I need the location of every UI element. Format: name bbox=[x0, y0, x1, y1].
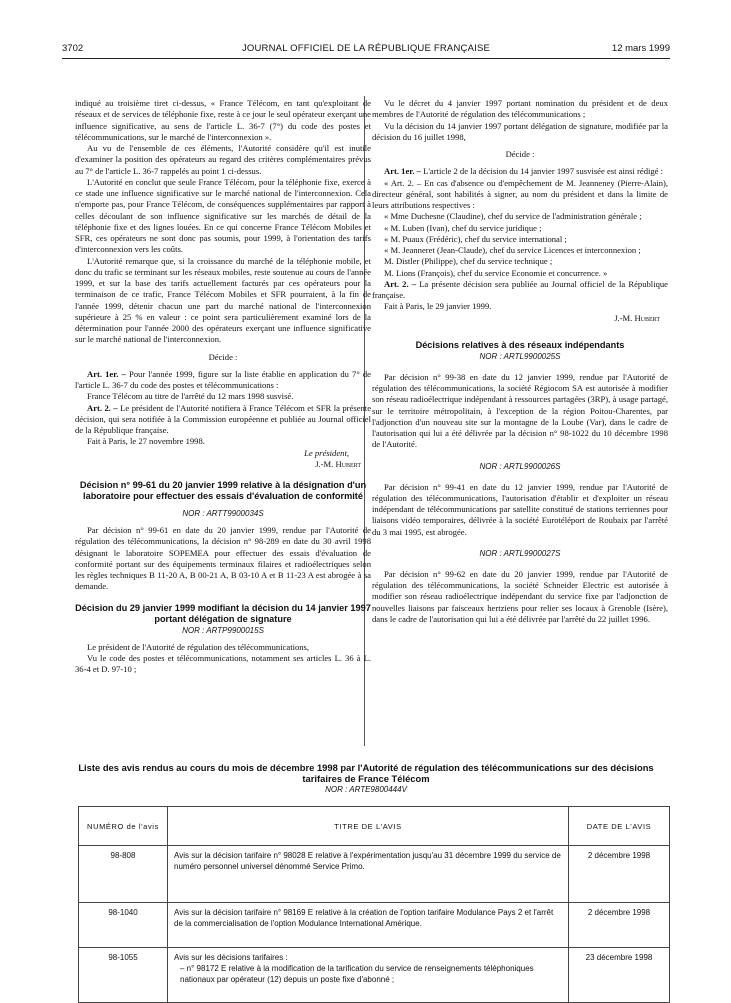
decision-title: Décision n° 99-61 du 20 janvier 1999 relative à la désignation d'un laboratoire pour effectuer des essais d'évaluation de conformité bbox=[79, 480, 367, 501]
signatory-name: J.-M. Hubert bbox=[315, 458, 361, 469]
nor-reference: NOR : ARTT9900034S bbox=[182, 509, 264, 518]
avis-title: Avis sur la décision tarifaire n° 98169 E relative à la création de l'option tarifaire Modulance Pays 2 et l'arrêt de la commercialisation de l'option Modulance International Amérique. bbox=[168, 903, 569, 948]
avis-title: Avis sur les décisions tarifaires : bbox=[174, 953, 288, 962]
article-text: La présente décision sera publiée au Journal officiel de la République française. bbox=[372, 278, 668, 300]
list-item: M. Distler (Philippe), chef du service technique ; bbox=[384, 256, 553, 267]
list-item: « Mme Duchesne (Claudine), chef du service de l'administration générale ; bbox=[384, 211, 642, 222]
list-item: « M. Puaux (Frédéric), chef du service international ; bbox=[384, 233, 567, 244]
nor-reference: NOR : ARTL9900027S bbox=[479, 548, 561, 558]
article-1 bbox=[75, 369, 371, 392]
paragraph: Par décision n° 99-38 en date du 12 janvier 1999, rendue par l'Autorité de régulation des télécommunications, la société Régiocom SA est autorisée à modifier son réseau radioélectrique indépendant à ressources partagées (3RP), à usage partagé, sur le territoire métropolitain, à l'exception de la région Poitou-Charentes, par l'adjonction d'un nouveau site sur la montagne de la Loube (Var), dans le cadre de l'autorisation qui lui a été délivrée par la décision n° 98-1022 du 10 décembre 1998 de l'Autorité. bbox=[372, 371, 668, 450]
header-rule bbox=[62, 58, 670, 59]
paragraph: Par décision n° 99-62 en date du 20 janvier 1999, rendue par l'Autorité de régulation des télécommunications, la société Schneider Electric est autorisée à modifier son réseau radioélectrique indépendant du service fixe par l'adjonction de nouvelles liaisons par faisceaux hertziens pour relier ses locaux à Grenoble (Isère), dans le cadre de l'autorisation qui lui a été délivrée par l'arrêté du 22 juillet 1996. bbox=[372, 568, 668, 624]
issue-date: 12 mars 1999 bbox=[611, 43, 670, 54]
signed-place-date: Fait à Paris, le 29 janvier 1999. bbox=[384, 301, 492, 312]
right-column bbox=[372, 98, 668, 625]
paragraph: Vu la décision du 14 janvier 1997 portant délégation de signature, modifiée par la décision du 16 juillet 1998, bbox=[372, 120, 668, 142]
article-label: Art. 2. – bbox=[87, 402, 118, 413]
journal-title: JOURNAL OFFICIEL DE LA RÉPUBLIQUE FRANÇAISE bbox=[241, 43, 491, 54]
paragraph: L'Autorité remarque que, si la croissance du marché de la téléphonie mobile, et donc du trafic se terminant sur les réseaux mobiles, reste soutenue au cours de l'année 1999, et sur la base des tarifs actuellement facturés par ces opérateurs pour la terminaison de ce trafic, France Télécom Mobiles et SFR pourraient, à la fin de l'année 1999, détenir chacun une part du marché national de l'interconnexion supérieure à 25 % en valeur : ce point sera particulièrement examiné lors de la détermination pour l'année 2000 des opérateurs exerçant une influence significative sur le marché national de l'interconnexion. bbox=[75, 255, 371, 345]
section-title: Décisions relatives à des réseaux indépendants bbox=[415, 339, 625, 350]
quoted-article: « Art. 2. – En cas d'absence ou d'empêchement de M. Jeanneney (Pierre-Alain), directeur général, sont habilités à signer, au nom du président et dans la limite de leurs attributions respectives : bbox=[372, 177, 668, 210]
table-row bbox=[79, 903, 670, 948]
paragraph: Le président de l'Autorité de régulation des télécommunications, bbox=[87, 641, 310, 652]
paragraph: Vu le décret du 4 janvier 1997 portant nomination du président et de deux membres de l'Autorité de régulation des télécommunications ; bbox=[372, 98, 668, 120]
table-row bbox=[79, 948, 670, 1003]
article-item: France Télécom au titre de l'arrêté du 12 mars 1998 susvisé. bbox=[87, 391, 294, 402]
column-header-date: DATE DE L'AVIS bbox=[569, 807, 670, 846]
decision-title: Décision du 29 janvier 1999 modifiant la décision du 14 janvier 1997 portant délégation de signature bbox=[75, 602, 371, 624]
table-header-row bbox=[79, 807, 670, 846]
paragraph: Par décision n° 99-61 en date du 20 janvier 1999, rendue par l'Autorité de régulation des télécommunications, la décision n° 98-289 en date du 30 avril 1998 désignant le laboratoire SOPEMEA pour effectuer des essais d'évaluation de conformité portant sur des équipements terminaux filaires et radioélectriques selon les règles techniques B 11-20 A, B 00-21 A, B 03-10 A et B 11-23 A est abrogée à sa demande. bbox=[75, 525, 371, 592]
signed-place-date: Fait à Paris, le 27 novembre 1998. bbox=[87, 436, 205, 447]
article-text: Pour l'année 1999, figure sur la liste établie en application du 7° de l'article L. 36-7 du code des postes et télécommunications : bbox=[75, 368, 371, 390]
avis-table bbox=[78, 806, 670, 1003]
article-label: Art. 1er. – bbox=[87, 368, 126, 379]
nor-reference: NOR : ARTP9900015S bbox=[182, 625, 264, 635]
table-title: Liste des avis rendus au cours du mois de décembre 1998 par l'Autorité de régulation des télécommunications sur des décisions tarifaires de France Télécom bbox=[78, 762, 654, 784]
avis-date: 2 décembre 1998 bbox=[569, 903, 670, 948]
page-header bbox=[62, 43, 670, 57]
article-text: L'article 2 de la décision du 14 janvier 1997 susvisée est ainsi rédigé : bbox=[423, 166, 664, 177]
article-2 bbox=[372, 279, 668, 302]
list-item: « M. Luben (Ivan), chef du service juridique ; bbox=[384, 222, 542, 233]
article-2 bbox=[75, 403, 371, 437]
column-header-number: NUMÉRO de l'avis bbox=[79, 807, 168, 846]
avis-date: 23 décembre 1998 bbox=[569, 948, 670, 1003]
avis-number: 98-808 bbox=[79, 846, 168, 903]
avis-title-cell bbox=[168, 948, 569, 1003]
column-header-title: TITRE DE L'AVIS bbox=[168, 807, 569, 846]
paragraph: indiqué au troisième tiret ci-dessus, « France Télécom, en tant qu'exploitant de réseaux et de services de téléphonie fixe, reste à ce jour le seul opérateur exerçant une influence significative, au sens de l'article L. 36-7 (7°) du code des postes et télécommunications, sur le marché de l'interconnexion ». bbox=[75, 98, 371, 142]
avis-date: 2 décembre 1998 bbox=[569, 846, 670, 903]
left-column bbox=[75, 98, 371, 675]
table-section-title bbox=[62, 762, 670, 795]
paragraph: L'Autorité en conclut que seule France Télécom, pour la téléphonie fixe, exerce à ce stade une influence significative sur le marché national de l'interconnexion. Cela n'emporte pas, pour France Télécom, de conséquences supplémentaires par rapport à celles découlant de son influence significative sur les marchés de détail de la téléphonie fixe et des lignes louées. En ce qui concerne France Télécom Mobiles et SFR, ces opérateurs ne sont donc pas soumis, pour 1999, à l'orientation des tarifs d'interconnexion vers les coûts. bbox=[75, 176, 371, 255]
nor-reference: NOR : ARTL9900025S bbox=[479, 351, 561, 361]
paragraph: Par décision n° 99-41 en date du 12 janvier 1999, rendue par l'Autorité de régulation des télécommunications, l'autorisation d'établir et d'exploiter un réseau indépendant de télécommunications par satellite constitué de stations terriennes pour liaisons vidéo temporaires, délivrée à la société Eurotéléport de Roubaix par l'arrêté du 3 mai 1995, est abrogée. bbox=[372, 481, 668, 537]
avis-number: 98-1040 bbox=[79, 903, 168, 948]
avis-title: Avis sur la décision tarifaire n° 98028 E relative à l'expérimentation jusqu'au 31 décembre 1999 du service de numéro personnel universel dénommé Service Primo. bbox=[168, 846, 569, 903]
signatory-role: Le président, bbox=[304, 447, 349, 458]
page-number: 3702 bbox=[62, 43, 84, 54]
nor-reference: NOR : ARTE9800444V bbox=[325, 785, 407, 794]
avis-number: 98-1055 bbox=[79, 948, 168, 1003]
list-item: M. Lions (François), chef du service Economie et concurrence. » bbox=[384, 267, 608, 278]
signatory-name: J.-M. Hubert bbox=[614, 312, 660, 323]
paragraph: Vu le code des postes et télécommunications, notamment ses articles L. 36 à L. 36-4 et D. 97-10 ; bbox=[75, 652, 371, 674]
avis-subitem: – n° 98172 E relative à la modification de la tarification du service de renseignements téléphoniques nationaux par opérateur (12) depuis un poste fixe d'abonné ; bbox=[180, 964, 534, 984]
paragraph: Au vu de l'ensemble de ces éléments, l'Autorité considère qu'il est inutile d'examiner la position des opérateurs au regard des critères complémentaires prévus au 7° de l'article L. 36-7 rappelés au point 1 ci-dessus. bbox=[75, 143, 371, 176]
article-text: Le président de l'Autorité notifiera à France Télécom et SFR la présente décision, qui sera notifiée à la Commission européenne et publiée au Journal officiel de la République française. bbox=[75, 402, 372, 435]
table-row bbox=[79, 846, 670, 903]
article-label: Art. 2. – bbox=[384, 278, 417, 289]
nor-reference: NOR : ARTL9900026S bbox=[479, 461, 561, 471]
article-label: Art. 1er. – bbox=[384, 166, 421, 177]
article-1 bbox=[372, 166, 668, 177]
list-item: « M. Jeanneret (Jean-Claude), chef du service Licences et interconnexion ; bbox=[384, 245, 641, 255]
decide-heading: Décide : bbox=[505, 149, 535, 159]
decide-heading: Décide : bbox=[208, 351, 238, 362]
